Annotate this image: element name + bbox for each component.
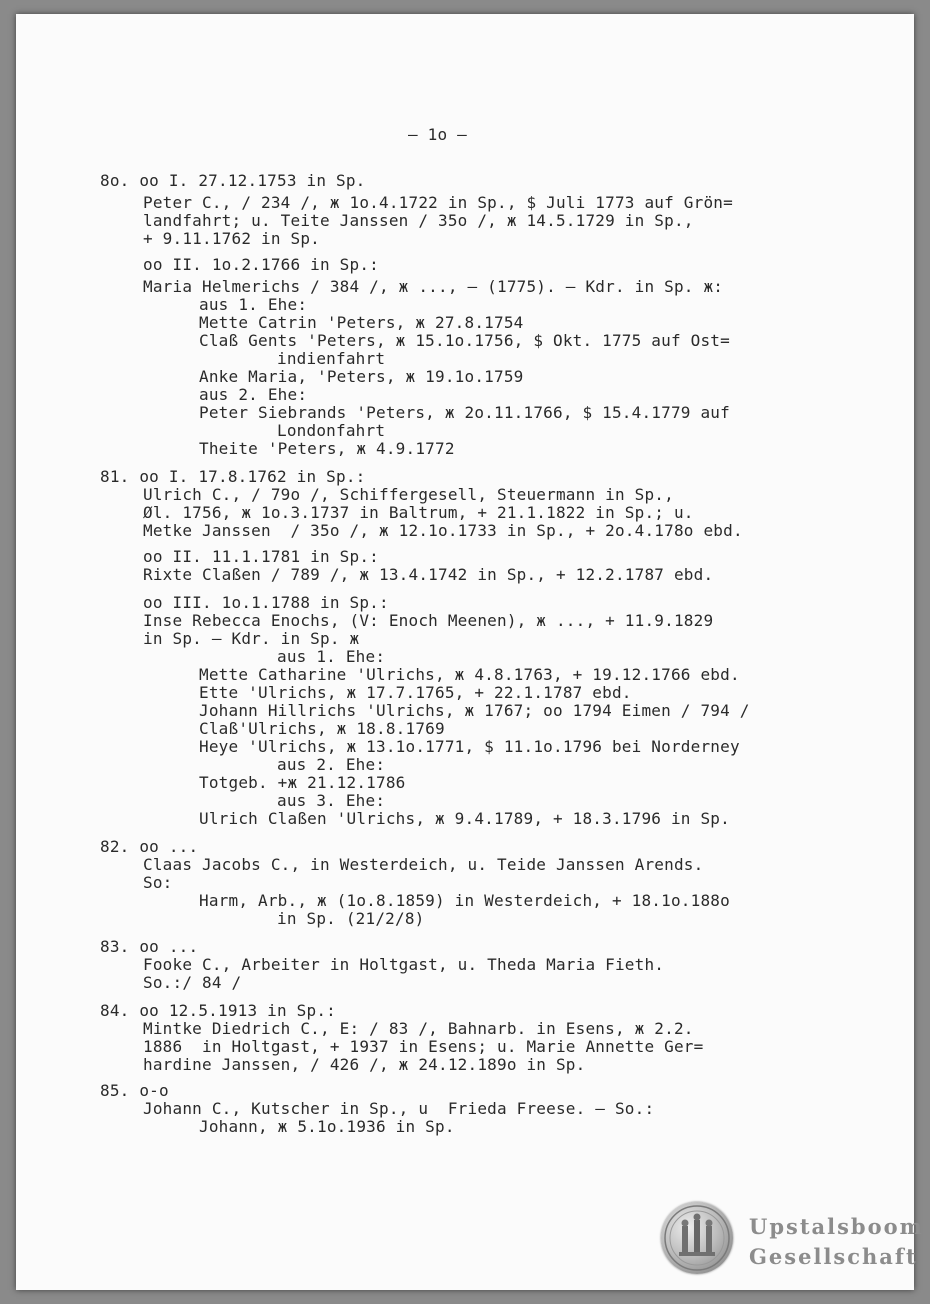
text-line: Inse Rebecca Enochs, (V: Enoch Meenen), ж ..., + 11.9.1829 <box>143 611 714 630</box>
text-line: 84. oo 12.5.1913 in Sp.: <box>100 1001 336 1020</box>
text-line: Johann Hillrichs 'Ulrichs, ж 1767; oo 1794 Eimen / 794 / <box>199 701 750 720</box>
text-line: hardine Janssen, / 426 /, ж 24.12.189o in Sp. <box>143 1055 586 1074</box>
text-line: Rixte Claßen / 789 /, ж 13.4.1742 in Sp., + 12.2.1787 ebd. <box>143 565 714 584</box>
document-page <box>16 14 924 1290</box>
text-line: + 9.11.1762 in Sp. <box>143 229 320 248</box>
text-line: Fooke C., Arbeiter in Holtgast, u. Theda Maria Fieth. <box>143 955 665 974</box>
text-line: oo II. 1o.2.1766 in Sp.: <box>143 255 379 274</box>
text-line: landfahrt; u. Teite Janssen / 35o /, ж 14.5.1729 in Sp., <box>143 211 694 230</box>
text-line: Metke Janssen / 35o /, ж 12.1o.1733 in Sp., + 2o.4.178o ebd. <box>143 521 743 540</box>
text-line: Peter Siebrands 'Peters, ж 2o.11.1766, $ 15.4.1779 auf <box>199 403 730 422</box>
seal-icon <box>661 1202 733 1274</box>
text-line: Mette Catharine 'Ulrichs, ж 4.8.1763, + 19.12.1766 ebd. <box>199 665 740 684</box>
text-line: Londonfahrt <box>277 421 386 440</box>
upstalsboom-logo <box>657 1198 924 1288</box>
text-line: 85. o-o <box>100 1081 169 1100</box>
text-line: Claas Jacobs C., in Westerdeich, u. Teide Janssen Arends. <box>143 855 704 874</box>
text-line: Johann C., Kutscher in Sp., u Frieda Freese. – So.: <box>143 1099 655 1118</box>
text-line: So: <box>143 873 173 892</box>
text-line: aus 3. Ehe: <box>277 791 386 810</box>
text-line: oo III. 1o.1.1788 in Sp.: <box>143 593 389 612</box>
text-line: Harm, Arb., ж (1o.8.1859) in Westerdeich, + 18.1o.188o <box>199 891 730 910</box>
text-line: Claß Gents 'Peters, ж 15.1o.1756, $ Okt. 1775 auf Ost= <box>199 331 730 350</box>
text-line: So.:/ 84 / <box>143 973 242 992</box>
text-line: Anke Maria, 'Peters, ж 19.1o.1759 <box>199 367 524 386</box>
text-line: Øl. 1756, ж 1o.3.1737 in Baltrum, + 21.1.1822 in Sp.; u. <box>143 503 694 522</box>
text-line: 81. oo I. 17.8.1762 in Sp.: <box>100 467 366 486</box>
text-line: 82. oo ... <box>100 837 199 856</box>
text-line: 83. oo ... <box>100 937 199 956</box>
text-line: in Sp. (21/2/8) <box>277 909 425 928</box>
logo-text-line2: Gesellschaft <box>749 1244 918 1269</box>
text-line: Maria Helmerichs / 384 /, ж ..., – (1775). – Kdr. in Sp. ж: <box>143 277 724 296</box>
text-line: Theite 'Peters, ж 4.9.1772 <box>199 439 455 458</box>
text-line: Totgeb. +ж 21.12.1786 <box>199 773 406 792</box>
text-line: aus 2. Ehe: <box>277 755 386 774</box>
text-line: Heye 'Ulrichs, ж 13.1o.1771, $ 11.1o.1796 bei Norderney <box>199 737 740 756</box>
text-line: Claß'Ulrichs, ж 18.8.1769 <box>199 719 445 738</box>
page-number: – 1o – <box>408 125 467 144</box>
text-line: aus 2. Ehe: <box>199 385 308 404</box>
text-line: Ette 'Ulrichs, ж 17.7.1765, + 22.1.1787 ebd. <box>199 683 632 702</box>
text-line: Ulrich Claßen 'Ulrichs, ж 9.4.1789, + 18.3.1796 in Sp. <box>199 809 730 828</box>
text-line: aus 1. Ehe: <box>199 295 308 314</box>
text-line: indienfahrt <box>277 349 386 368</box>
text-line: 1886 in Holtgast, + 1937 in Esens; u. Marie Annette Ger= <box>143 1037 704 1056</box>
text-line: Peter C., / 234 /, ж 1o.4.1722 in Sp., $ Juli 1773 auf Grön= <box>143 193 733 212</box>
text-line: Ulrich C., / 79o /, Schiffergesell, Steuermann in Sp., <box>143 485 674 504</box>
text-line: Johann, ж 5.1o.1936 in Sp. <box>199 1117 455 1136</box>
text-line: 8o. oo I. 27.12.1753 in Sp. <box>100 171 366 190</box>
logo-text-line1: Upstalsboom <box>749 1214 924 1239</box>
text-line: Mintke Diedrich C., E: / 83 /, Bahnarb. in Esens, ж 2.2. <box>143 1019 694 1038</box>
text-line: oo II. 11.1.1781 in Sp.: <box>143 547 379 566</box>
text-line: in Sp. – Kdr. in Sp. ж <box>143 629 360 648</box>
text-line: Mette Catrin 'Peters, ж 27.8.1754 <box>199 313 524 332</box>
text-line: aus 1. Ehe: <box>277 647 386 666</box>
